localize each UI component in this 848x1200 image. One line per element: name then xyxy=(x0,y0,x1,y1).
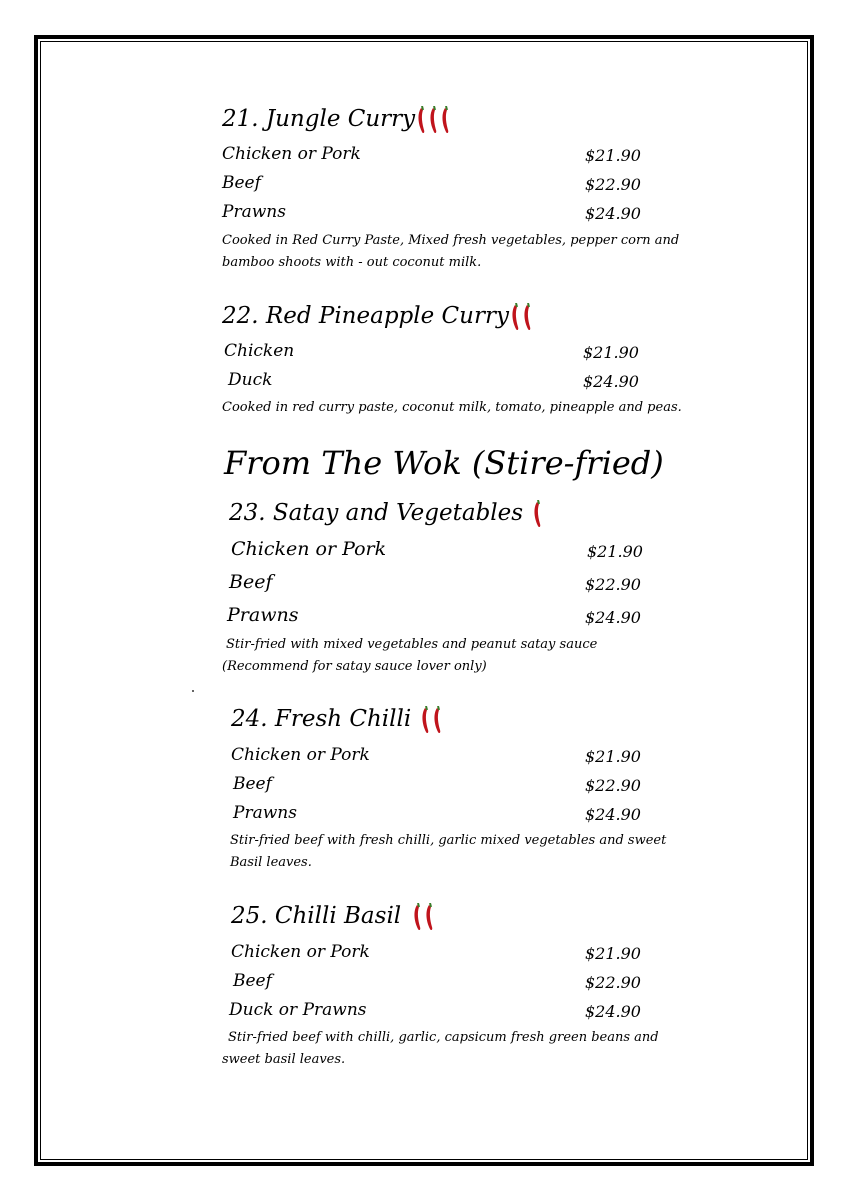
description-line: Stir-fried beef with fresh chilli, garlic mixed vegetables and sweet xyxy=(230,833,667,848)
item-option-price: $22.90 xyxy=(585,973,641,992)
item-option-price: $22.90 xyxy=(585,575,641,594)
description-line: bamboo shoots with - out coconut milk. xyxy=(222,255,482,270)
item-option-name: Chicken or Pork xyxy=(231,538,387,560)
item-option-price: $21.90 xyxy=(585,146,641,165)
item-option-price: $21.90 xyxy=(583,343,639,362)
item-option-price: $24.90 xyxy=(585,204,641,223)
description-line: Basil leaves. xyxy=(230,855,312,870)
item-option-name: Beef xyxy=(229,571,273,593)
chilli-icon xyxy=(415,903,421,930)
item-option-price: $24.90 xyxy=(583,372,639,391)
item-description xyxy=(222,397,682,419)
description-line: sweet basil leaves. xyxy=(222,1052,346,1067)
item-title-text: 22. Red Pineapple Curry xyxy=(222,303,509,329)
item-option-name: Prawns xyxy=(222,202,286,222)
item-option-price: $21.90 xyxy=(585,944,641,963)
item-option-name: Chicken or Pork xyxy=(231,942,370,962)
item-option-name: Chicken xyxy=(224,341,295,361)
chilli-icon-group xyxy=(509,303,533,343)
item-option-price: $21.90 xyxy=(587,542,643,561)
page-border-inner xyxy=(40,41,808,1160)
item-description xyxy=(222,230,679,274)
item-title xyxy=(231,706,443,746)
item-option-name: Chicken or Pork xyxy=(222,144,361,164)
description-line: Stir-fried with mixed vegetables and peanut satay sauce xyxy=(226,637,598,652)
item-title xyxy=(222,106,451,146)
item-title-text: 25. Chilli Basil xyxy=(231,903,402,929)
item-option-name: Beef xyxy=(233,971,272,991)
item-title xyxy=(229,500,543,540)
item-description xyxy=(222,634,597,678)
item-title xyxy=(231,903,435,943)
chilli-icon xyxy=(427,903,433,930)
item-description xyxy=(230,830,666,874)
item-option-price: $24.90 xyxy=(585,1002,641,1021)
chilli-icon xyxy=(431,106,437,133)
description-line: Stir-fried beef with chilli, garlic, capsicum fresh green beans and xyxy=(228,1030,659,1045)
chilli-icon-group xyxy=(415,106,451,146)
section-heading: From The Wok (Stire-fried) xyxy=(224,444,664,482)
chilli-icon xyxy=(423,706,429,733)
item-option-name: Prawns xyxy=(233,803,297,823)
stray-dot xyxy=(192,690,194,692)
chilli-icon xyxy=(443,106,449,133)
description-line: (Recommend for satay sauce lover only) xyxy=(222,659,487,674)
chilli-icon xyxy=(535,500,541,527)
item-option-name: Chicken or Pork xyxy=(231,745,370,765)
item-option-price: $24.90 xyxy=(585,608,641,627)
item-option-price: $22.90 xyxy=(585,776,641,795)
item-option-name: Prawns xyxy=(227,604,299,626)
description-line: Cooked in red curry paste, coconut milk, tomato, pineapple and peas. xyxy=(222,400,682,415)
item-option-name: Beef xyxy=(222,173,261,193)
item-option-name: Duck xyxy=(228,370,273,390)
item-option-price: $22.90 xyxy=(585,175,641,194)
chilli-icon xyxy=(419,106,425,133)
chilli-icon-group xyxy=(419,706,443,746)
item-option-price: $21.90 xyxy=(585,747,641,766)
description-line: Cooked in Red Curry Paste, Mixed fresh vegetables, pepper corn and xyxy=(222,233,680,248)
item-option-name: Beef xyxy=(233,774,272,794)
item-description xyxy=(222,1027,659,1071)
item-option-name: Duck or Prawns xyxy=(229,1000,367,1020)
chilli-icon-group xyxy=(531,500,543,540)
item-title-text: 21. Jungle Curry xyxy=(222,106,416,132)
chilli-icon xyxy=(524,303,530,330)
item-title xyxy=(222,303,533,343)
item-title-text: 23. Satay and Vegetables xyxy=(229,500,524,526)
chilli-icon xyxy=(435,706,441,733)
chilli-icon xyxy=(512,303,518,330)
item-option-price: $24.90 xyxy=(585,805,641,824)
chilli-icon-group xyxy=(411,903,435,943)
item-title-text: 24. Fresh Chilli xyxy=(231,706,412,732)
